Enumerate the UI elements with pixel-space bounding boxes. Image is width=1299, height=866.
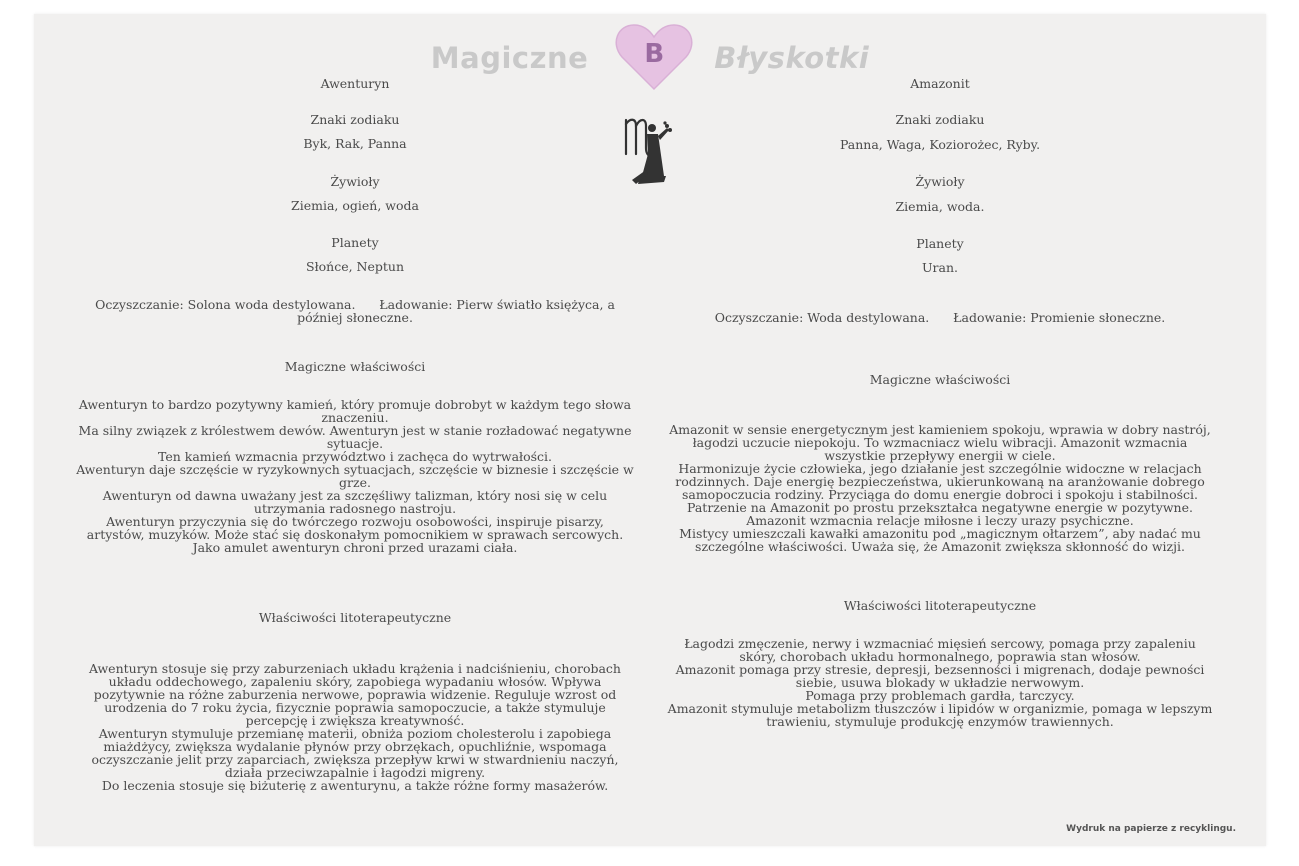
zodiac-value: Byk, Rak, Panna bbox=[303, 136, 407, 151]
brand-name-left: Magiczne bbox=[430, 41, 589, 75]
elements-value: Ziemia, woda. bbox=[895, 199, 985, 214]
magic-title: Magiczne właściwości bbox=[284, 359, 426, 374]
text-line: Amazonit stymuluje metabolizm tłuszczów i lipidów w organizmie, pomaga w lepszym bbox=[667, 701, 1213, 716]
text-line: Amazonit pomaga przy stresie, depresji, bezsenności i migrenach, dodaje pewności bbox=[675, 662, 1205, 677]
healing-title: Właściwości litoterapeutyczne bbox=[258, 610, 452, 625]
cleansing-text: Oczyszczanie: Solona woda destylowana. bbox=[95, 297, 356, 312]
brand-name-right: Błyskotki bbox=[714, 41, 870, 75]
text-line: znaczeniu. bbox=[321, 410, 389, 425]
text-line: grze. bbox=[339, 475, 371, 490]
text-line: Jako amulet awenturyn chroni przed urazami ciała. bbox=[192, 540, 518, 555]
text-line: samopoczucia rodziny. Przyciąga do domu energie dobroci i spokoju i stabilności. bbox=[681, 487, 1199, 502]
stone-name: Awenturyn bbox=[320, 76, 390, 91]
text-line: Pomaga przy problemach gardła, tarczycy. bbox=[805, 688, 1075, 703]
magic-paragraph bbox=[70, 398, 640, 554]
text-line: rodzinnych. Daje energię bezpieczeństwa, ukierunkowaną na aranżowanie dobrego bbox=[675, 474, 1205, 489]
text-line: miażdżycy, zwiększa wydalanie płynów przy obrzękach, opuchliźnie, wspomaga bbox=[103, 739, 607, 754]
heart-letter: B bbox=[644, 39, 665, 69]
cleansing-charging bbox=[655, 311, 1225, 324]
text-line: sytuacje. bbox=[326, 436, 384, 451]
magic-title: Magiczne właściwości bbox=[869, 372, 1011, 387]
recycled-paper-note: Wydruk na papierze z recyklingu. bbox=[1066, 824, 1236, 834]
planets-label: Planety bbox=[916, 236, 964, 251]
cleansing-text: Oczyszczanie: Woda destylowana. bbox=[714, 310, 930, 325]
text-line: działa przeciwzapalnie i łagodzi migreny. bbox=[224, 765, 486, 780]
healing-paragraph bbox=[70, 662, 640, 792]
text-line: Awenturyn przyczynia się do twórczego rozwoju osobowości, inspiruje pisarzy, bbox=[106, 514, 604, 529]
elements-label: Żywioły bbox=[915, 174, 965, 189]
text-line: utrzymania radosnego nastroju. bbox=[253, 501, 457, 516]
planets-label: Planety bbox=[331, 235, 379, 250]
zodiac-label: Znaki zodiaku bbox=[310, 112, 400, 127]
printed-sheet bbox=[34, 14, 1266, 846]
zodiac-value: Panna, Waga, Koziorożec, Ryby. bbox=[839, 137, 1041, 152]
planets-value: Słońce, Neptun bbox=[306, 259, 404, 274]
charging-text: Ładowanie: Pierw światło księżyca, a bbox=[379, 297, 615, 312]
text-line: Łagodzi zmęczenie, nerwy i wzmacniać mięsień sercowy, pomaga przy zapaleniu bbox=[684, 636, 1196, 651]
text-line: Awenturyn stymuluje przemianę materii, obniża poziom cholesterolu i zapobiega bbox=[98, 726, 612, 741]
text-line: Ma silny związek z królestwem dewów. Awenturyn jest w stanie rozładować negatywne bbox=[78, 423, 632, 438]
text-line: percepcję i zwiększa kreatywność. bbox=[245, 713, 465, 728]
text-line: siebie, usuwa blokady w układzie nerwowym. bbox=[795, 675, 1085, 690]
text-line: Do leczenia stosuje się biżuterię z awenturynu, a także różne formy masażerów. bbox=[101, 778, 609, 793]
text-line: urodzenia do 7 roku życia, fizycznie poprawia samopoczucie, a także stymuluje bbox=[104, 700, 606, 715]
elements-label: Żywioły bbox=[330, 174, 380, 189]
magic-paragraph bbox=[655, 423, 1225, 553]
zodiac-label: Znaki zodiaku bbox=[895, 112, 985, 127]
text-line: trawieniu, stymuluje produkcję enzymów trawiennych. bbox=[766, 714, 1114, 729]
text-line: łagodzi uczucie niepokoju. To wzmacniacz wielu wibracji. Amazonit wzmacnia bbox=[692, 435, 1188, 450]
text-line: Awenturyn to bardzo pozytywny kamień, który promuje dobrobyt w każdym tego słowa bbox=[78, 397, 632, 412]
text-line: Awenturyn od dawna uważany jest za szczęśliwy talizman, który nosi się w celu bbox=[102, 488, 608, 503]
text-line: Harmonizuje życie człowieka, jego działanie jest szczególnie widoczne w relacjach bbox=[678, 461, 1202, 476]
charging-text: Ładowanie: Promienie słoneczne. bbox=[953, 310, 1166, 325]
text-line: Amazonit wzmacnia relacje miłosne i leczy urazy psychiczne. bbox=[746, 513, 1134, 528]
text-line: Ten kamień wzmacnia przywództwo i zachęca do wytrwałości. bbox=[157, 449, 553, 464]
healing-title: Właściwości litoterapeutyczne bbox=[843, 598, 1037, 613]
text-line: Awenturyn stosuje się przy zaburzeniach układu krążenia i nadciśnieniu, chorobach bbox=[89, 661, 621, 676]
stone-name: Amazonit bbox=[910, 76, 970, 91]
text-line: wszystkie przepływy energii w ciele. bbox=[824, 448, 1056, 463]
text-line: Amazonit w sensie energetycznym jest kamieniem spokoju, wprawia w dobry nastrój, bbox=[669, 422, 1211, 437]
text-line: szczególne właściwości. Uważa się, że Amazonit zwiększa skłonność do wizji. bbox=[695, 539, 1185, 554]
planets-value: Uran. bbox=[922, 260, 958, 275]
text-line: Awenturyn daje szczęście w ryzykownych sytuacjach, szczęście w biznesie i szczęście w bbox=[76, 462, 634, 477]
text-line: artystów, muzyków. Może stać się doskonałym pomocnikiem w sprawach sercowych. bbox=[86, 527, 624, 542]
charging-text-cont: później słoneczne. bbox=[297, 310, 413, 325]
healing-paragraph bbox=[655, 637, 1225, 728]
text-line: pozytywnie na różne zaburzenia nerwowe, poprawia widzenie. Reguluje wzrost od bbox=[93, 687, 617, 702]
text-line: oczyszczanie jelit przy zaparciach, zwiększa przepływ krwi w stwardnieniu naczyń, bbox=[91, 752, 619, 767]
text-line: Mistycy umieszczali kawałki amazonitu pod „magicznym ołtarzem”, aby nadać mu bbox=[679, 526, 1201, 541]
text-line: układu oddechowego, zapaleniu skóry, zapobiega wypadaniu włosów. Wpływa bbox=[108, 674, 602, 689]
text-line: Patrzenie na Amazonit po prostu przekształca negatywne energie w pozytywne. bbox=[687, 500, 1193, 515]
elements-value: Ziemia, ogień, woda bbox=[291, 198, 419, 213]
text-line: skóry, chorobach układu hormonalnego, poprawia stan włosów. bbox=[739, 649, 1141, 664]
